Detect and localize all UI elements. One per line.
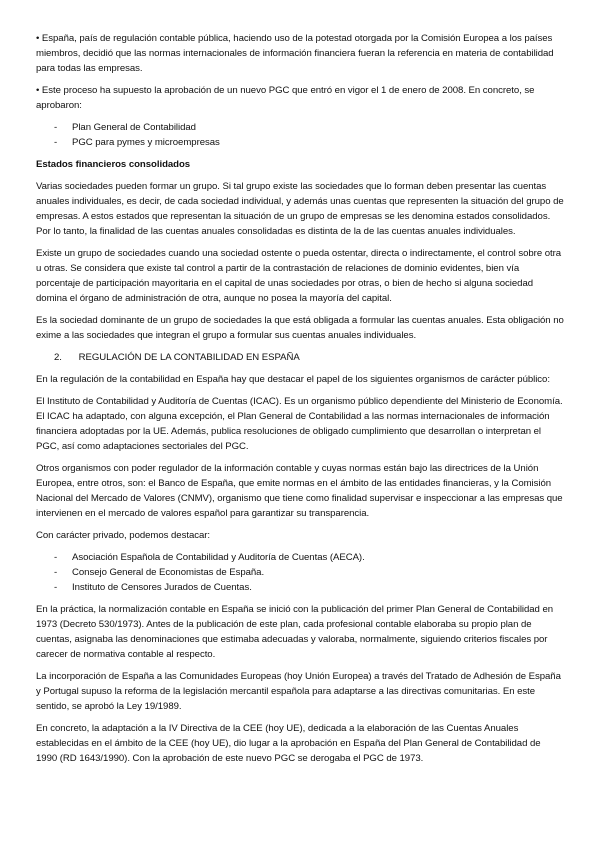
section-heading-regulation (36, 350, 564, 365)
body-paragraph: Varias sociedades pueden formar un grupo. Si tal grupo existe las sociedades que lo forman deben presentar las cuentas anuales individuales, es decir, de cada sociedad individual, y además unas cuentas que representen la situación del grupo de empresas. A estos estados que representan la situación de un grupo de empresas se les denomina estados consolidados. Por lo tanto, la finalidad de las cuentas anuales consolidadas es distinta de la de las cuentas anuales individuales. (36, 181, 564, 237)
list-dash: - (54, 137, 58, 148)
list-item-text: Asociación Española de Contabilidad y Auditoría de Cuentas (AECA). (72, 552, 365, 563)
list-dash: - (54, 567, 58, 578)
body-paragraph: Otros organismos con poder regulador de la información contable y cuyas normas están bajo las directrices de la Unión Europea, entre otros, son: el Banco de España, que emite normas en el ámbito de las entidades financieras, y la Comisión Nacional del Mercado de Valores (CNMV), organismo que tiene como finalidad supervisar e inspeccionar a las empresas que intervienen en el mercado de valores español para garantizar su transparencia. (36, 463, 563, 519)
document-page (36, 31, 564, 773)
list-dash: - (54, 582, 58, 593)
list-item (36, 120, 564, 135)
body-paragraph: El Instituto de Contabilidad y Auditoría de Cuentas (ICAC). Es un organismo público dependiente del Ministerio de Economía. El ICAC ha adaptado, con alguna excepción, el Plan General de Contabilidad a las normas internacionales de información financiera adoptadas por la UE. Además, publica resoluciones de obligado cumplimiento que desarrollan o interpretan el PGC, así como adaptaciones sectoriales del PGC. (36, 396, 563, 452)
body-paragraph: Es la sociedad dominante de un grupo de sociedades la que está obligada a formular las cuentas anuales. Esta obligación no exime a las sociedades que integran el grupo a formular sus cuentas anuales individuales. (36, 315, 564, 341)
body-paragraph: En la regulación de la contabilidad en España hay que destacar el papel de los siguientes organismos de carácter público: (36, 374, 550, 385)
list-item (36, 135, 564, 150)
list-item (36, 550, 564, 565)
body-paragraph: Con carácter privado, podemos destacar: (36, 530, 211, 541)
section-number: 2. (54, 352, 62, 363)
section-heading-consolidated: Estados financieros consolidados (36, 159, 191, 170)
list-item (36, 580, 564, 595)
pgc-list (36, 120, 564, 150)
body-paragraph: Existe un grupo de sociedades cuando una sociedad ostente o pueda ostentar, directa o indirectamente, el control sobre otra u otras. Se considera que existe tal control a partir de la contrastación de relaciones de dominio evidentes, bien vía porcentaje de participación mayoritaria en el capital de unas sociedades por otras, o bien de hecho si alguna sociedad domina el órgano de administración de otra, aunque no posea la mayoría del capital. (36, 248, 562, 304)
intro-paragraph: • España, país de regulación contable pública, haciendo uso de la potestad otorgada por la Comisión Europea a los países miembros, decidió que las normas internacionales de información financiera fueran la referencia en materia de contabilidad para todas las empresas. (36, 33, 554, 74)
list-item-text: Consejo General de Economistas de España. (72, 567, 265, 578)
private-organisms-list (36, 550, 564, 595)
list-item-text: PGC para pymes y microempresas (72, 137, 220, 148)
intro-paragraph: • Este proceso ha supuesto la aprobación de un nuevo PGC que entró en vigor el 1 de enero de 2008. En concreto, se aprobaron: (36, 85, 535, 111)
list-item-text: Plan General de Contabilidad (72, 122, 196, 133)
body-paragraph: La incorporación de España a las Comunidades Europeas (hoy Unión Europea) a través del Tratado de Adhesión de España y Portugal supuso la reforma de la legislación mercantil española para adaptarse a las directivas comunitarias. En este sentido, se aprobó la Ley 19/1989. (36, 671, 561, 712)
list-dash: - (54, 552, 58, 563)
section-title: REGULACIÓN DE LA CONTABILIDAD EN ESPAÑA (78, 352, 300, 363)
body-paragraph: En la práctica, la normalización contable en España se inició con la publicación del primer Plan General de Contabilidad en 1973 (Decreto 530/1973). Antes de la publicación de este plan, cada profesional contable elaboraba su propio plan de cuentas, asignaba las denominaciones que estimaba adecuadas y valoraba, normalmente, siguiendo criterios fiscales por carecer de normativa contable al respecto. (36, 604, 554, 660)
list-item-text: Instituto de Censores Jurados de Cuentas. (72, 582, 252, 593)
list-item (36, 565, 564, 580)
body-paragraph: En concreto, la adaptación a la IV Directiva de la CEE (hoy UE), dedicada a la elaboración de las Cuentas Anuales establecidas en el ámbito de la CEE (hoy UE), dio lugar a la aprobación en España del Plan General de Contabilidad de 1990 (RD 1643/1990). Con la aprobación de este nuevo PGC se derogaba el PGC de 1973. (36, 723, 541, 764)
list-dash: - (54, 122, 58, 133)
